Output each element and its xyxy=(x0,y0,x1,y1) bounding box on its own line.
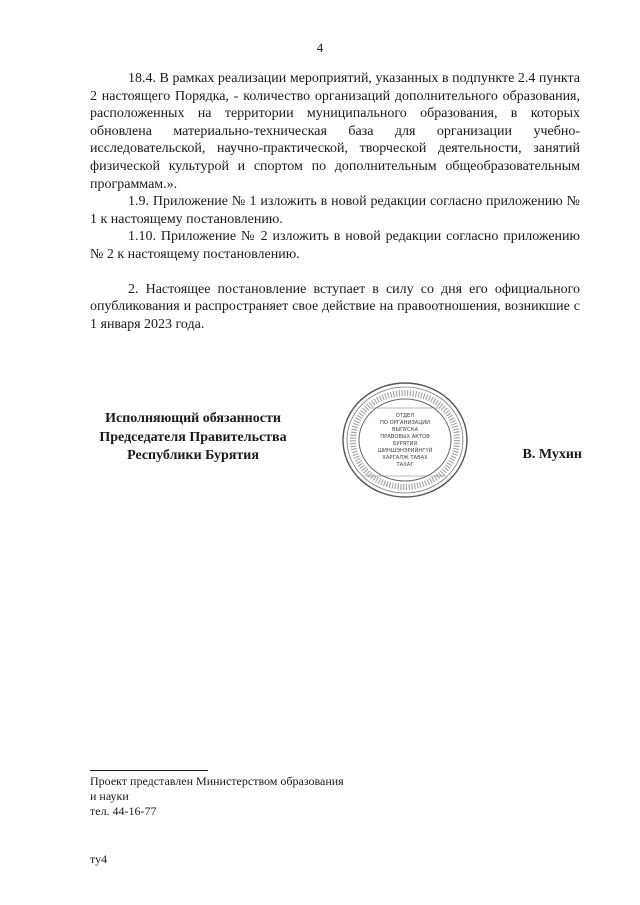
seal-line: ХАРГАЛЖ ТАВАХ xyxy=(382,455,428,461)
seal-line: ТАХАГ xyxy=(396,462,414,468)
signatory-title-line: Председателя Правительства xyxy=(99,429,287,445)
paragraph-18-4: 18.4. В рамках реализации мероприятий, указанных в подпункте 2.4 пункта 2 настоящего Порядка, - количество организаций дополнительного образования, расположенных на территории муниципального образования, в которых обновлена материально-техническая база для организации учебно-исследовательской, научно-практической, творческой деятельности, занятий физической культурой и спортом по дополнительным общеобразовательным программам.». xyxy=(90,71,580,192)
seal-line: ОТДЕЛ xyxy=(395,413,415,419)
seal-line: ВЫПУСКА xyxy=(391,427,419,433)
footnote xyxy=(90,774,344,819)
footnote-line: тел. 44-16-77 xyxy=(90,804,157,818)
seal-line: БУРЯТИЯ xyxy=(392,441,418,447)
seal-line: ПРАВОВЫХ АКТОВ xyxy=(380,434,430,440)
signatory-name: В. Мухин xyxy=(522,447,582,462)
seal-line: ШИНШЭНЭРИЙНГҮЙ xyxy=(377,448,433,454)
official-seal xyxy=(340,380,470,500)
footnote-line: и науки xyxy=(90,789,129,803)
signatory-title-line: Республики Бурятия xyxy=(127,448,259,463)
paragraph-1-9: 1.9. Приложение № 1 изложить в новой редакции согласно приложению № 1 к настоящему постановлению. xyxy=(90,194,580,227)
footnote-line: Проект представлен Министерством образования xyxy=(90,774,344,788)
paragraph-1-10: 1.10. Приложение № 2 изложить в новой редакции согласно приложению № 2 к настоящему постановлению. xyxy=(90,229,580,262)
footnote-divider xyxy=(90,770,208,771)
signatory-title-line: Исполняющий обязанности xyxy=(105,411,281,426)
seal-line: ПО ОРГАНИЗАЦИИ xyxy=(379,420,431,426)
document-code: ту4 xyxy=(90,852,108,866)
signatory-title xyxy=(90,410,296,466)
paragraph-2: 2. Настоящее постановление вступает в силу со дня его официального опубликования и распространяет свое действие на правоотношения, возникшие с 1 января 2023 года. xyxy=(90,281,580,332)
document-body xyxy=(90,70,580,333)
page-number: 4 xyxy=(316,40,324,55)
